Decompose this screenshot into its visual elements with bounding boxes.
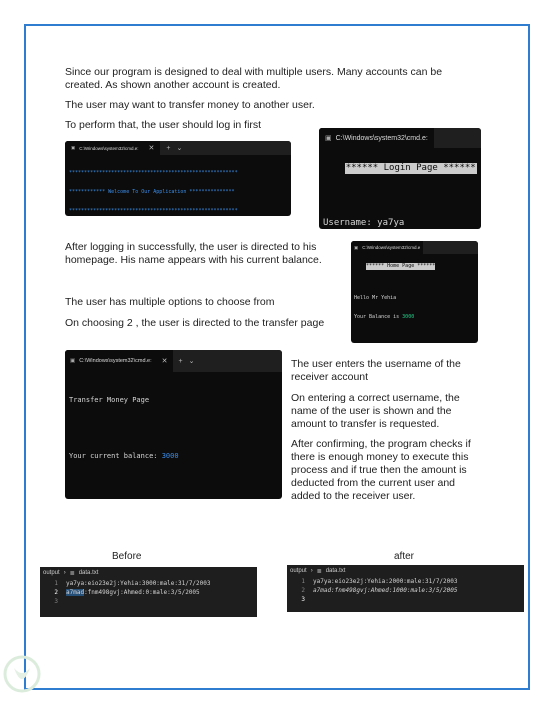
editor-line bbox=[40, 597, 257, 606]
paragraph-multiple-users: Since our program is designed to deal with multiple users. Many accounts can be created. As shown another account is created. bbox=[65, 66, 443, 91]
terminal-tab-bar bbox=[65, 141, 291, 155]
line-number: 2 bbox=[54, 589, 58, 596]
balance-value: 3000 bbox=[402, 313, 415, 320]
line-text: a7mad:fnm498gvj:Ahmed:1000:male:3/5/2005 bbox=[313, 587, 458, 594]
stars-line: ******************************************************** bbox=[69, 170, 238, 177]
stars-line: ******************************************************** bbox=[69, 207, 238, 214]
file-lines-icon: ≣ bbox=[69, 570, 75, 577]
terminal-transfer bbox=[65, 350, 282, 499]
home-header: ****** Home Page ****** bbox=[366, 263, 436, 270]
line-text: ya7ya:eio23e2j:Yehia:3000:male:31/7/2003 bbox=[66, 580, 211, 587]
watermark-logo bbox=[2, 650, 42, 702]
breadcrumb-file[interactable]: data.txt bbox=[325, 568, 346, 574]
welcome-line: ************ Welcome To Our Application *************** bbox=[69, 189, 235, 196]
cmd-icon: ▣ bbox=[354, 244, 359, 250]
terminal-login bbox=[319, 128, 481, 229]
greeting-line: Hello Mr Yehia bbox=[354, 294, 397, 301]
paragraph-enter-username: The user enters the username of the receiver account bbox=[291, 358, 461, 383]
current-balance-line bbox=[69, 452, 278, 461]
terminal-welcome bbox=[65, 141, 291, 216]
editor-line bbox=[287, 595, 524, 604]
transfer-title: Transfer Money Page bbox=[69, 396, 150, 405]
editor-breadcrumb bbox=[40, 567, 257, 579]
editor-before bbox=[40, 567, 257, 617]
editor-line bbox=[287, 577, 524, 586]
line-number: 3 bbox=[301, 596, 305, 603]
line-number: 1 bbox=[54, 580, 58, 587]
paragraph-login-first: To perform that, the user should log in first bbox=[65, 119, 262, 131]
paragraph-homepage: After logging in successfully, the user is directed to his homepage. His name appears with his current balance. bbox=[65, 241, 322, 266]
breadcrumb-folder[interactable]: output bbox=[43, 570, 60, 576]
line-number: 2 bbox=[301, 587, 305, 594]
plus-icon[interactable]: + bbox=[178, 357, 183, 365]
terminal-output bbox=[319, 148, 481, 229]
cmd-icon: ▣ bbox=[325, 135, 332, 142]
paragraph-correct-username: On entering a correct username, the name of the user is shown and the amount to transfer is requested. bbox=[291, 392, 460, 430]
line-number: 3 bbox=[54, 598, 58, 605]
terminal-output bbox=[65, 372, 282, 499]
paragraph-choose-2: On choosing 2 , the user is directed to the transfer page bbox=[65, 317, 325, 329]
chevron-down-icon[interactable]: ⌄ bbox=[176, 145, 183, 152]
caption-before: Before bbox=[112, 551, 142, 562]
line-text: :fnm498gvj:Ahmed:0:male:3/5/2005 bbox=[84, 589, 200, 596]
editor-line bbox=[40, 579, 257, 588]
breadcrumb-file[interactable]: data.txt bbox=[78, 570, 99, 576]
editor-line bbox=[40, 588, 257, 597]
close-icon[interactable]: ✕ bbox=[148, 145, 155, 152]
chevron-right-icon: › bbox=[63, 570, 66, 576]
breadcrumb-folder[interactable]: output bbox=[290, 568, 307, 574]
balance-line bbox=[354, 314, 475, 320]
paragraph-after-confirm: After confirming, the program checks if there is enough money to execute this process and if true then the amount is deducted from the current user and added to the receiver user. bbox=[291, 438, 471, 502]
login-header: ****** Login Page ****** bbox=[345, 163, 476, 173]
balance-label: Your Balance is bbox=[354, 313, 403, 320]
terminal-tab-bar bbox=[319, 128, 481, 148]
terminal-output bbox=[65, 155, 291, 216]
chevron-down-icon[interactable]: ⌄ bbox=[188, 358, 195, 365]
line-text: ya7ya:eio23e2j:Yehia:2000:male:31/7/2003 bbox=[313, 578, 458, 585]
balance-label: Your current balance: bbox=[69, 451, 162, 460]
terminal-tab[interactable] bbox=[351, 241, 423, 254]
terminal-tab-title: C:\Windows\system32\cmd.e: bbox=[335, 134, 428, 142]
paragraph-options: The user has multiple options to choose from bbox=[65, 296, 275, 308]
terminal-tab[interactable] bbox=[319, 128, 434, 148]
line-text-highlight: a7mad bbox=[66, 589, 85, 596]
terminal-tab[interactable] bbox=[65, 350, 173, 372]
terminal-output bbox=[351, 254, 478, 343]
terminal-tab-title: C:\Windows\system32\cmd.e bbox=[362, 245, 421, 250]
editor-line bbox=[287, 586, 524, 595]
terminal-tab[interactable] bbox=[65, 141, 160, 155]
chevron-right-icon: › bbox=[310, 568, 313, 574]
terminal-tab-title: C:\Windows\system32\cmd.e: bbox=[79, 145, 139, 151]
editor-after bbox=[287, 565, 524, 612]
editor-breadcrumb bbox=[287, 565, 524, 577]
terminal-tab-title: C:\Windows\system32\cmd.e: bbox=[79, 358, 152, 364]
close-icon[interactable]: ✕ bbox=[161, 358, 168, 365]
caption-after: after bbox=[394, 551, 415, 562]
username-line: Username: ya7ya bbox=[323, 218, 405, 228]
plus-icon[interactable]: + bbox=[166, 144, 171, 152]
terminal-home bbox=[351, 241, 478, 343]
cmd-icon: ▣ bbox=[71, 145, 76, 150]
file-lines-icon: ≣ bbox=[316, 568, 322, 575]
terminal-tab-bar bbox=[65, 350, 282, 372]
terminal-tab-bar bbox=[351, 241, 478, 254]
cmd-icon: ▣ bbox=[70, 358, 76, 364]
line-number: 1 bbox=[301, 578, 305, 585]
balance-value: 3000 bbox=[161, 451, 179, 460]
paragraph-transfer-intro: The user may want to transfer money to another user. bbox=[65, 99, 315, 111]
